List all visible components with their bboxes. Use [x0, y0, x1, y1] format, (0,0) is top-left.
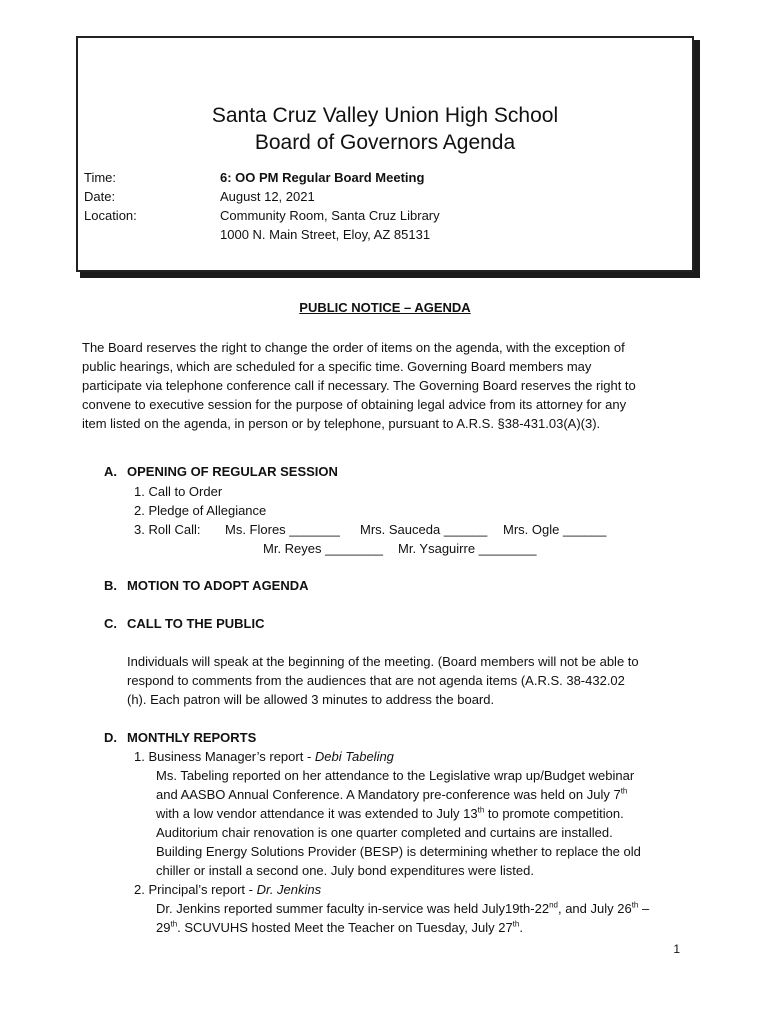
- superscript: th: [477, 805, 485, 815]
- section-d-title: MONTHLY REPORTS: [127, 730, 257, 745]
- report-text: 29: [156, 920, 171, 935]
- section-c-line: Individuals will speak at the beginning of the meeting. (Board members will not be able to: [127, 654, 639, 669]
- section-a-title: OPENING OF REGULAR SESSION: [127, 464, 338, 479]
- time-value: 6: OO PM Regular Board Meeting: [220, 170, 425, 185]
- roll-sauceda: Mrs. Sauceda ______: [360, 522, 488, 537]
- location-row: [84, 206, 440, 225]
- section-c-letter: C.: [104, 616, 117, 631]
- header-box: [76, 36, 694, 272]
- business-manager-report-heading: [134, 747, 394, 766]
- superscript: th: [620, 786, 628, 796]
- superscript: th: [170, 919, 178, 929]
- report-line: Auditorium chair renovation is one quarter completed and curtains are installed.: [156, 825, 613, 840]
- notice-line: participate via telephone conference call if necessary. The Governing Board reserves the right to: [82, 378, 636, 393]
- page-number: 1: [673, 942, 680, 956]
- time-label: Time:: [84, 170, 117, 185]
- principal-report-heading: [134, 880, 321, 899]
- section-c-line: (h). Each patron will be allowed 3 minutes to address the board.: [127, 692, 495, 707]
- report-line: [156, 785, 627, 804]
- date-value: August 12, 2021: [220, 189, 315, 204]
- notice-line: public hearings, which are scheduled for a specific time. Governing Board members may: [82, 359, 592, 374]
- report-text: .: [519, 920, 523, 935]
- business-manager-name: Debi Tabeling: [314, 749, 394, 764]
- report-text: , and July 26: [557, 901, 632, 916]
- location-row-2: [84, 225, 440, 244]
- report-line: [156, 804, 624, 823]
- section-c-title: CALL TO THE PUBLIC: [127, 616, 265, 631]
- notice-paragraph: [82, 338, 682, 433]
- section-b-letter: B.: [104, 578, 117, 593]
- report-text: . SCUVUHS hosted Meet the Teacher on Tuesday, July 27: [177, 920, 513, 935]
- meeting-details: [84, 168, 440, 244]
- section-d-letter: D.: [104, 730, 117, 745]
- report-text: with a low vendor attendance it was extended to July 13: [156, 806, 478, 821]
- notice-title: PUBLIC NOTICE – AGENDA: [299, 300, 471, 315]
- roll-flores: Ms. Flores _______: [225, 522, 340, 537]
- item-roll-call: 3. Roll Call:: [134, 522, 201, 537]
- report-line: Building Energy Solutions Provider (BESP) is determining whether to replace the old: [156, 844, 641, 859]
- item-call-to-order: 1. Call to Order: [134, 484, 223, 499]
- notice-line: convene to executive session for the purpose of obtaining legal advice from its attorney for any: [82, 397, 627, 412]
- time-row: [84, 168, 440, 187]
- location-label: Location:: [84, 208, 137, 223]
- date-label: Date:: [84, 189, 116, 204]
- report-line: [156, 899, 649, 918]
- report-text: to promote competition.: [484, 806, 624, 821]
- item-pledge: 2. Pledge of Allegiance: [134, 503, 267, 518]
- school-name: Santa Cruz Valley Union High School: [211, 104, 559, 127]
- report-text: Dr. Jenkins reported summer faculty in-service was held July19th-22: [156, 901, 550, 916]
- section-b-title: MOTION TO ADOPT AGENDA: [127, 578, 309, 593]
- report-line: chiller or install a second one. July bond expenditures were listed.: [156, 863, 534, 878]
- superscript: nd: [549, 900, 558, 910]
- roll-ogle: Mrs. Ogle ______: [503, 522, 607, 537]
- principal-name: Dr. Jenkins: [256, 882, 322, 897]
- report-line: [156, 918, 523, 937]
- superscript: th: [631, 900, 639, 910]
- document-title: [78, 102, 692, 156]
- agenda-title: Board of Governors Agenda: [254, 131, 516, 154]
- notice-line: item listed on the agenda, in person or by telephone, pursuant to A.R.S. §38-431.03(A)(3).: [82, 416, 601, 431]
- location-line2: 1000 N. Main Street, Eloy, AZ 85131: [220, 227, 431, 242]
- roll-reyes: Mr. Reyes ________: [263, 541, 383, 556]
- report-line: Ms. Tabeling reported on her attendance to the Legislative wrap up/Budget webinar: [156, 768, 635, 783]
- principal-prefix: 2. Principal’s report -: [134, 882, 257, 897]
- superscript: th: [512, 919, 520, 929]
- report-text: and AASBO Annual Conference. A Mandatory pre-conference was held on July 7: [156, 787, 621, 802]
- section-c-line: respond to comments from the audiences that are not agenda items (A.R.S. 38-432.02: [127, 673, 625, 688]
- business-manager-prefix: 1. Business Manager’s report -: [134, 749, 315, 764]
- notice-line: The Board reserves the right to change the order of items on the agenda, with the exception of: [82, 340, 625, 355]
- report-text: –: [638, 901, 650, 916]
- date-row: [84, 187, 440, 206]
- section-a-letter: A.: [104, 464, 117, 479]
- location-line1: Community Room, Santa Cruz Library: [220, 208, 440, 223]
- roll-ysaguirre: Mr. Ysaguirre ________: [398, 541, 537, 556]
